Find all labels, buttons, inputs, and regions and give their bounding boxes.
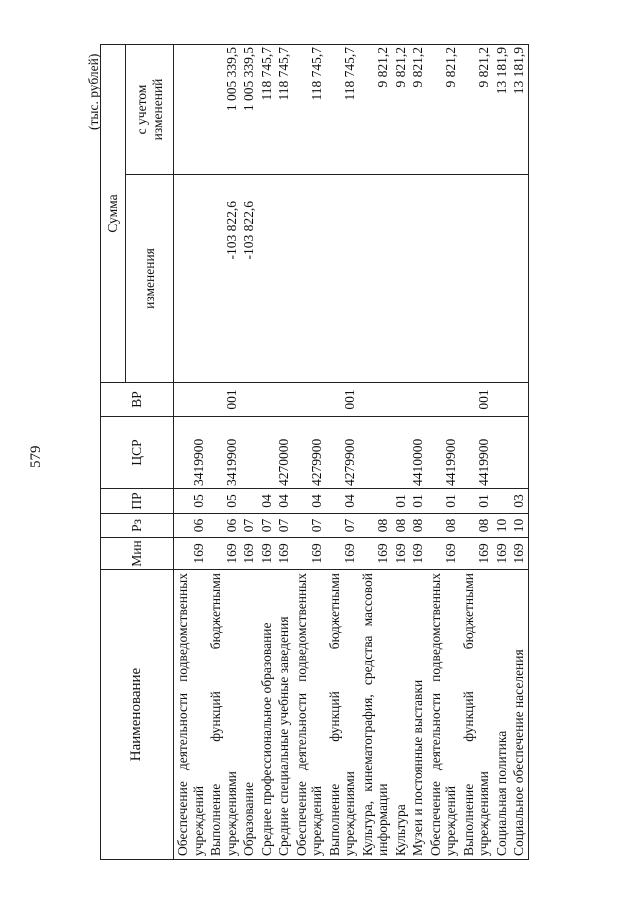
row-total: 1 005 339,5 [240, 44, 258, 174]
row-change [258, 175, 276, 383]
row-total: 9 821,2 [427, 44, 460, 174]
row-name: Выполнение функций бюджетными учреждениями [460, 570, 493, 860]
row-vr [392, 383, 410, 417]
row-min: 169 [493, 538, 511, 570]
row-csr: 4279900 [293, 417, 326, 489]
row-pr: 05 [207, 489, 240, 514]
row-pr: 05 [174, 489, 208, 514]
row-vr: 001 [207, 383, 240, 417]
row-total: 13 181,9 [493, 44, 511, 174]
row-total: 9 821,2 [409, 44, 427, 174]
row-change: -103 822,6 [240, 175, 258, 383]
row-min: 169 [359, 538, 392, 570]
row-min: 169 [293, 538, 326, 570]
row-pr [240, 489, 258, 514]
row-total [174, 44, 208, 174]
row-rz: 08 [409, 514, 427, 538]
row-name: Выполнение функций бюджетными учреждениями [207, 570, 240, 860]
table-row [493, 44, 511, 859]
row-name: Средние специальные учебные заведения [275, 570, 293, 860]
row-pr [493, 489, 511, 514]
row-rz: 07 [275, 514, 293, 538]
row-rz: 06 [207, 514, 240, 538]
units-label: (тыс. рублей) [86, 53, 101, 130]
table-body [174, 44, 529, 859]
row-change: -103 822,6 [207, 175, 240, 383]
header-csr: ЦСР [101, 417, 174, 489]
row-rz: 07 [240, 514, 258, 538]
row-rz: 07 [326, 514, 359, 538]
row-min: 169 [392, 538, 410, 570]
row-vr [427, 383, 460, 417]
row-min: 169 [427, 538, 460, 570]
row-rz: 08 [392, 514, 410, 538]
header-pr: ПР [101, 489, 174, 514]
table-row [207, 44, 240, 859]
row-name: Обеспечение деятельности подведомственных учреждений [174, 570, 208, 860]
row-name: Социальная политика [493, 570, 511, 860]
row-name: Обеспечение деятельности подведомственных учреждений [293, 570, 326, 860]
row-total: 118 745,7 [293, 44, 326, 174]
row-total: 9 821,2 [460, 44, 493, 174]
row-change [326, 175, 359, 383]
table-row [359, 44, 392, 859]
row-rz: 07 [258, 514, 276, 538]
row-min: 169 [510, 538, 528, 570]
row-csr: 4410000 [409, 417, 427, 489]
row-csr: 3419900 [207, 417, 240, 489]
row-csr: 3419900 [174, 417, 208, 489]
row-min: 169 [409, 538, 427, 570]
row-name: Социальное обеспечение населения [510, 570, 528, 860]
table-row [174, 44, 208, 859]
row-rz: 10 [493, 514, 511, 538]
row-vr [240, 383, 258, 417]
row-csr [359, 417, 392, 489]
row-rz: 07 [293, 514, 326, 538]
table-row [258, 44, 276, 859]
table-row [275, 44, 293, 859]
row-name: Музеи и постоянные выставки [409, 570, 427, 860]
header-change: изменения [126, 175, 174, 383]
row-change [359, 175, 392, 383]
row-rz: 08 [427, 514, 460, 538]
row-csr [258, 417, 276, 489]
header-min: Мин [101, 538, 174, 570]
header-with-change-line1: с учетом [133, 84, 149, 135]
row-min: 169 [275, 538, 293, 570]
row-vr: 001 [326, 383, 359, 417]
table-row [240, 44, 258, 859]
row-name: Культура, кинематография, средства массовой информации [359, 570, 392, 860]
row-total: 118 745,7 [326, 44, 359, 174]
row-total: 1 005 339,5 [207, 44, 240, 174]
row-csr: 4270000 [275, 417, 293, 489]
row-vr: 001 [460, 383, 493, 417]
row-pr: 01 [392, 489, 410, 514]
row-vr [174, 383, 208, 417]
row-vr [359, 383, 392, 417]
row-change [510, 175, 528, 383]
row-vr [409, 383, 427, 417]
row-pr: 04 [275, 489, 293, 514]
table-row [293, 44, 326, 859]
table-row [409, 44, 427, 859]
row-min: 169 [207, 538, 240, 570]
table-row [392, 44, 410, 859]
row-total: 13 181,9 [510, 44, 528, 174]
row-rz: 06 [174, 514, 208, 538]
row-total: 118 745,7 [275, 44, 293, 174]
table-row [460, 44, 493, 859]
row-rz: 10 [510, 514, 528, 538]
row-rz: 08 [359, 514, 392, 538]
row-change [409, 175, 427, 383]
table-header [101, 44, 174, 859]
header-name: Наименование [101, 570, 174, 860]
row-change [427, 175, 460, 383]
row-min: 169 [240, 538, 258, 570]
row-csr [510, 417, 528, 489]
row-csr [392, 417, 410, 489]
row-name: Обеспечение деятельности подведомственных учреждений [427, 570, 460, 860]
row-min: 169 [326, 538, 359, 570]
row-change [460, 175, 493, 383]
row-change [174, 175, 208, 383]
header-with-change [126, 44, 174, 174]
row-change [293, 175, 326, 383]
row-change [392, 175, 410, 383]
row-pr: 01 [409, 489, 427, 514]
budget-table [100, 44, 529, 860]
header-vr: ВР [101, 383, 174, 417]
page-number: 579 [28, 445, 44, 468]
table-row [326, 44, 359, 859]
row-total: 9 821,2 [359, 44, 392, 174]
row-rz: 08 [460, 514, 493, 538]
row-total: 118 745,7 [258, 44, 276, 174]
row-change [493, 175, 511, 383]
row-vr [293, 383, 326, 417]
row-pr: 04 [258, 489, 276, 514]
row-vr [258, 383, 276, 417]
row-csr: 4419900 [427, 417, 460, 489]
table-row [427, 44, 460, 859]
header-with-change-line2: изменений [149, 78, 165, 141]
header-rz: Рз [101, 514, 174, 538]
row-csr [493, 417, 511, 489]
row-vr [275, 383, 293, 417]
row-csr [240, 417, 258, 489]
row-change [275, 175, 293, 383]
row-name: Образование [240, 570, 258, 860]
row-pr: 03 [510, 489, 528, 514]
header-sum: Сумма [101, 44, 126, 382]
row-csr: 4419900 [460, 417, 493, 489]
row-min: 169 [174, 538, 208, 570]
row-name: Выполнение функций бюджетными учреждениями [326, 570, 359, 860]
row-csr: 4279900 [326, 417, 359, 489]
row-vr [510, 383, 528, 417]
row-min: 169 [258, 538, 276, 570]
row-name: Среднее профессиональное образование [258, 570, 276, 860]
row-pr: 04 [326, 489, 359, 514]
row-vr [493, 383, 511, 417]
row-name: Культура [392, 570, 410, 860]
row-total: 9 821,2 [392, 44, 410, 174]
row-pr: 04 [293, 489, 326, 514]
table-row [510, 44, 528, 859]
row-pr [359, 489, 392, 514]
row-min: 169 [460, 538, 493, 570]
row-pr: 01 [427, 489, 460, 514]
row-pr: 01 [460, 489, 493, 514]
